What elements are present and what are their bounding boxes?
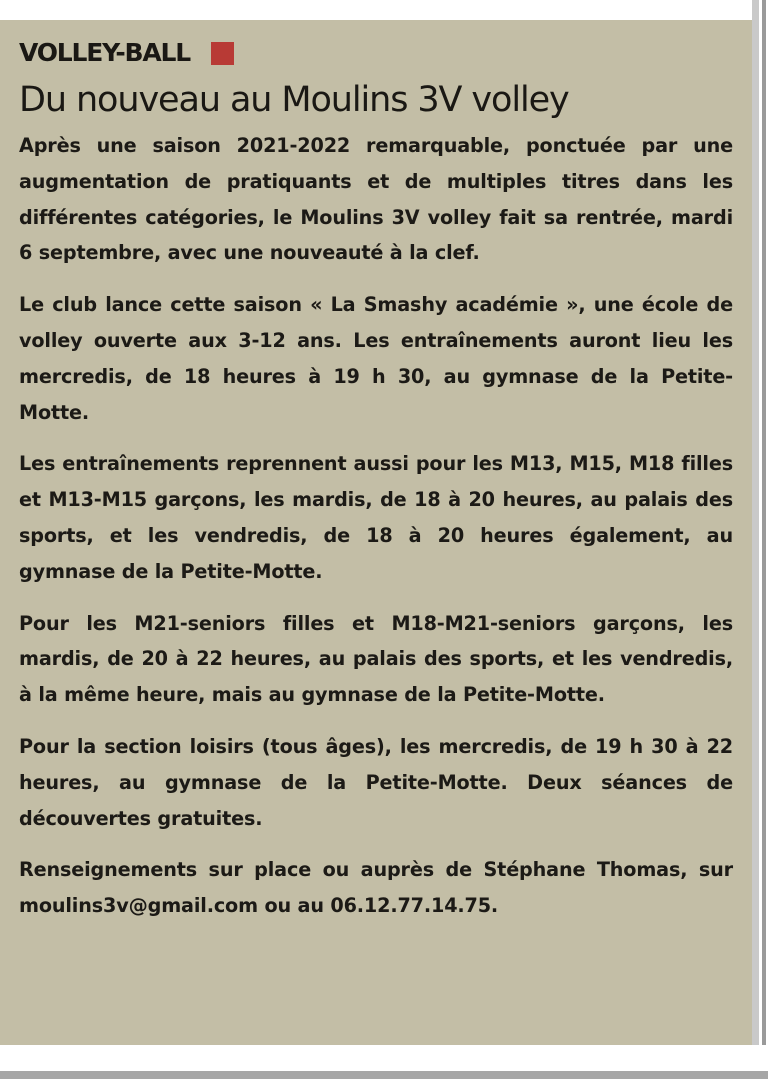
rubric-label: VOLLEY-BALL (19, 38, 190, 67)
paragraph-intro: Après une saison 2021-2022 remarquable, ponctuée par une augmentation de pratiquants et de multiples titres dans les différentes catégories, le Moulins 3V volley fait sa rentrée, mardi 6 septembre, avec une nouveauté à la clef. (19, 134, 733, 265)
article-box (0, 20, 752, 1045)
paragraph-youth-training: Les entraînements reprennent aussi pour les M13, M15, M18 filles et M13-M15 garçons, les mardis, de 18 à 20 heures, au palais des sports, et les vendredis, de 18 à 20 heures également, au gymnase de la Petite-Motte. (19, 452, 733, 583)
article-body (19, 128, 733, 924)
paragraph-contact-info: Renseignements sur place ou auprès de Stéphane Thomas, sur moulins3v@gmail.com ou au 06.12.77.14.75. (19, 858, 733, 918)
paragraph-seniors-training: Pour les M21-seniors filles et M18-M21-seniors garçons, les mardis, de 20 à 22 heures, au palais des sports, et les vendredis, à la même heure, mais au gymnase de la Petite-Motte. (19, 611, 733, 707)
page-frame-bottom (0, 1071, 768, 1079)
rubric (19, 36, 733, 70)
article-headline: Du nouveau au Moulins 3V volley (19, 80, 569, 120)
paragraph-smashy-academie: Le club lance cette saison « La Smashy académie », une école de volley ouverte aux 3-12 ans. Les entraînements auront lieu les mercredis, de 18 heures à 19 h 30, au gymnase de la Petite-Motte. (19, 293, 733, 424)
paragraph-leisure-section: Pour la section loisirs (tous âges), les mercredis, de 19 h 30 à 22 heures, au gymnase de la Petite-Motte. Deux séances de découvertes gratuites. (19, 734, 733, 830)
page-frame-right (752, 0, 759, 1045)
page-frame-edge (762, 0, 766, 1045)
rubric-square-marker (211, 42, 234, 65)
